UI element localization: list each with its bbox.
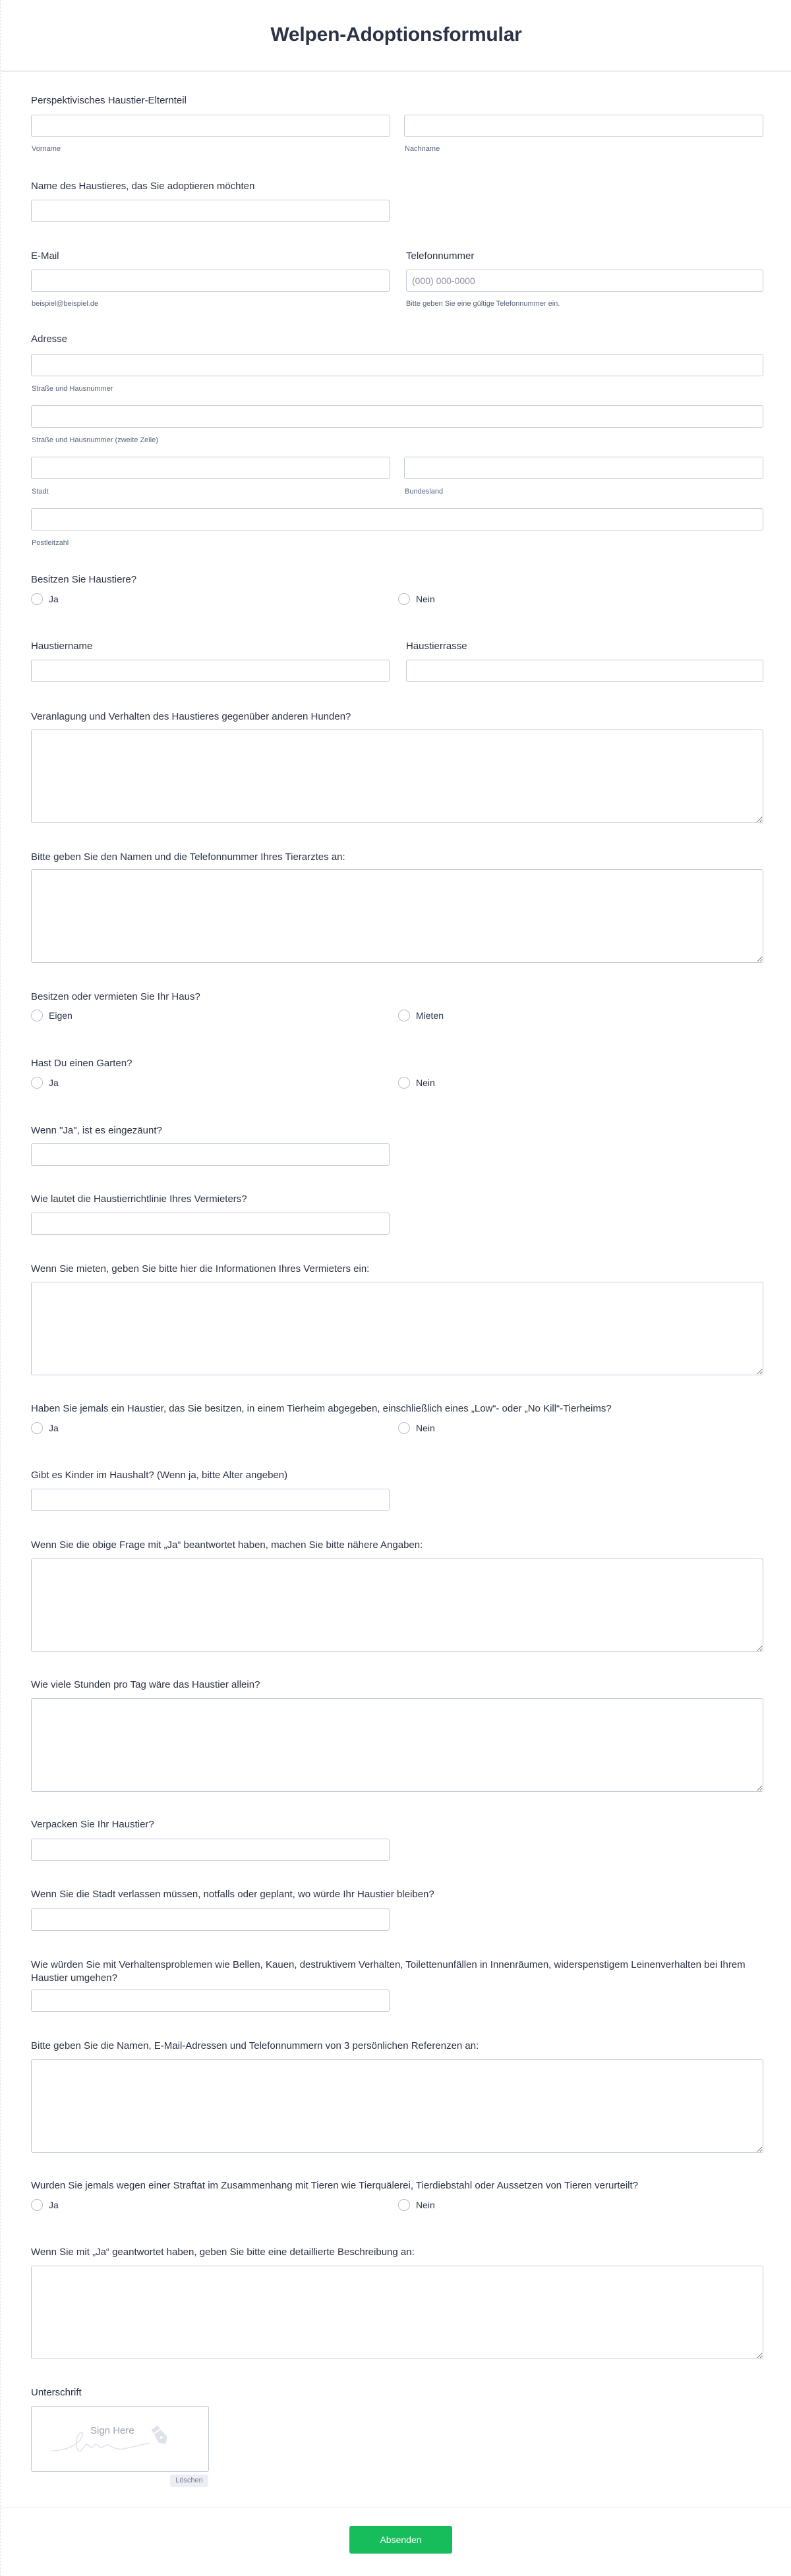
children-input[interactable] — [31, 1489, 390, 1511]
convicted-label: Wurden Sie jemals wegen einer Straftat im Zusammenhang mit Tieren wie Tierquälerei, Tierdiebstahl oder Aussetzen von Tieren verurteilt? — [31, 2180, 639, 2191]
pet-breed-input[interactable] — [406, 660, 763, 682]
last-name-input[interactable] — [404, 115, 763, 137]
phone-label: Telefonnummer — [406, 250, 475, 262]
pet-breed-label: Haustierrasse — [406, 641, 467, 652]
children-label: Gibt es Kinder im Haushalt? (Wenn ja, bitte Alter angeben) — [31, 1470, 288, 1481]
fenced-label: Wenn "Ja", ist es eingezäunt? — [31, 1125, 162, 1136]
radio-circle-icon[interactable] — [398, 1422, 410, 1434]
crate-input[interactable] — [31, 1839, 390, 1861]
landlord-info-label: Wenn Sie mieten, geben Sie bitte hier die Informationen Ihres Vermieters ein: — [31, 1263, 370, 1274]
first-name-sublabel: Vorname — [32, 145, 61, 153]
city-input[interactable] — [31, 457, 390, 479]
behavior-label: Wie würden Sie mit Verhaltensproblemen wie Bellen, Kauen, destruktivem Verhalten, Toilettenunfällen in Innenräumen, widerspenstigem Leinenverhalten bei Ihrem Haustier umgehen? — [31, 1959, 746, 1984]
phone-input[interactable] — [406, 270, 763, 292]
address-label: Adresse — [31, 333, 68, 345]
radio-circle-icon[interactable] — [31, 1010, 43, 1021]
surrendered-label: Haben Sie jemals ein Haustier, das Sie besitzen, in einem Tierheim abgegeben, einschließlich eines „Low“- oder „No Kill“-Tierheims? — [31, 1403, 612, 1414]
pet-name-input[interactable] — [31, 660, 390, 682]
adopt-pet-name-input[interactable] — [31, 200, 390, 222]
submit-button[interactable]: Absenden — [349, 2526, 452, 2554]
footer-divider — [1, 2507, 791, 2508]
street-input[interactable] — [31, 354, 763, 376]
garden-option-no[interactable]: Nein — [398, 1077, 435, 1089]
garden-label: Hast Du einen Garten? — [31, 1058, 132, 1069]
convicted-details-textarea[interactable] — [31, 2266, 763, 2359]
temperament-textarea[interactable] — [31, 730, 763, 823]
landlord-policy-input[interactable] — [31, 1213, 390, 1235]
surrendered-option-no[interactable]: Nein — [398, 1422, 435, 1434]
has-pets-option-yes[interactable]: Ja — [31, 593, 59, 605]
own-rent-option-own[interactable]: Eigen — [31, 1010, 73, 1021]
zip-input[interactable] — [31, 508, 763, 530]
has-pets-option-no[interactable]: Nein — [398, 593, 435, 605]
radio-circle-icon[interactable] — [31, 593, 43, 605]
radio-circle-icon[interactable] — [31, 2199, 43, 2211]
radio-circle-icon[interactable] — [398, 1010, 410, 1021]
last-name-sublabel: Nachname — [405, 145, 440, 153]
temperament-label: Veranlagung und Verhalten des Haustieres gegenüber anderen Hunden? — [31, 711, 351, 722]
crate-label: Verpacken Sie Ihr Haustier? — [31, 1819, 154, 1830]
convicted-option-yes[interactable]: Ja — [31, 2199, 59, 2211]
parent-label: Perspektivisches Haustier-Elternteil — [31, 95, 187, 106]
surrendered-option-yes[interactable]: Ja — [31, 1422, 59, 1434]
signature-label: Unterschrift — [31, 2387, 82, 2398]
references-label: Bitte geben Sie die Namen, E-Mail-Adressen und Telefonnummern von 3 persönlichen Referenzen an: — [31, 2040, 479, 2051]
hours-alone-textarea[interactable] — [31, 1698, 763, 1792]
behavior-input[interactable] — [31, 1989, 390, 2012]
form-title: Welpen-Adoptionsformular — [270, 24, 522, 45]
signature-clear-button[interactable]: Löschen — [170, 2475, 208, 2487]
landlord-info-textarea[interactable] — [31, 1282, 763, 1375]
fenced-input[interactable] — [31, 1143, 390, 1166]
references-textarea[interactable] — [31, 2059, 763, 2153]
hours-alone-label: Wie viele Stunden pro Tag wäre das Haustier allein? — [31, 1679, 260, 1690]
signature-placeholder: Sign Here — [90, 2425, 134, 2436]
has-pets-label: Besitzen Sie Haustiere? — [31, 574, 137, 585]
own-rent-label: Besitzen oder vermieten Sie Ihr Haus? — [31, 991, 200, 1002]
leave-town-label: Wenn Sie die Stadt verlassen müssen, notfalls oder geplant, wo würde Ihr Haustier bleiben? — [31, 1889, 434, 1900]
pen-signature-icon — [32, 2407, 210, 2473]
own-rent-option-rent[interactable]: Mieten — [398, 1010, 444, 1021]
convicted-details-label: Wenn Sie mit „Ja“ geantwortet haben, geben Sie bitte eine detaillierte Beschreibung an: — [31, 2247, 415, 2258]
zip-sublabel: Postleitzahl — [32, 539, 69, 547]
state-input[interactable] — [404, 457, 763, 479]
street2-input[interactable] — [31, 405, 763, 428]
vet-textarea[interactable] — [31, 869, 763, 963]
adopt-pet-name-label: Name des Haustieres, das Sie adoptieren möchten — [31, 181, 255, 192]
vet-label: Bitte geben Sie den Namen und die Telefonnummer Ihres Tierarztes an: — [31, 851, 345, 863]
street-sublabel: Straße und Hausnummer — [32, 385, 113, 393]
leave-town-input[interactable] — [31, 1908, 390, 1931]
pet-name-label: Haustiername — [31, 641, 93, 652]
details-yes-label: Wenn Sie die obige Frage mit „Ja“ beantwortet haben, machen Sie bitte nähere Angaben: — [31, 1539, 423, 1551]
state-sublabel: Bundesland — [405, 488, 444, 496]
radio-circle-icon[interactable] — [31, 1422, 43, 1434]
email-sublabel: beispiel@beispiel.de — [32, 300, 99, 308]
details-yes-textarea[interactable] — [31, 1559, 763, 1652]
email-label: E-Mail — [31, 250, 59, 262]
radio-circle-icon[interactable] — [398, 593, 410, 605]
garden-option-yes[interactable]: Ja — [31, 1077, 59, 1089]
street2-sublabel: Straße und Hausnummer (zweite Zeile) — [32, 436, 158, 444]
radio-circle-icon[interactable] — [398, 2199, 410, 2211]
radio-circle-icon[interactable] — [398, 1077, 410, 1089]
form-header — [1, 0, 791, 72]
first-name-input[interactable] — [31, 115, 390, 137]
signature-pad[interactable] — [31, 2406, 209, 2472]
phone-sublabel: Bitte geben Sie eine gültige Telefonnummer ein. — [406, 300, 560, 308]
landlord-policy-label: Wie lautet die Haustierrichtlinie Ihres Vermieters? — [31, 1193, 247, 1205]
email-input[interactable] — [31, 270, 390, 292]
city-sublabel: Stadt — [32, 488, 49, 496]
convicted-option-no[interactable]: Nein — [398, 2199, 435, 2211]
radio-circle-icon[interactable] — [31, 1077, 43, 1089]
